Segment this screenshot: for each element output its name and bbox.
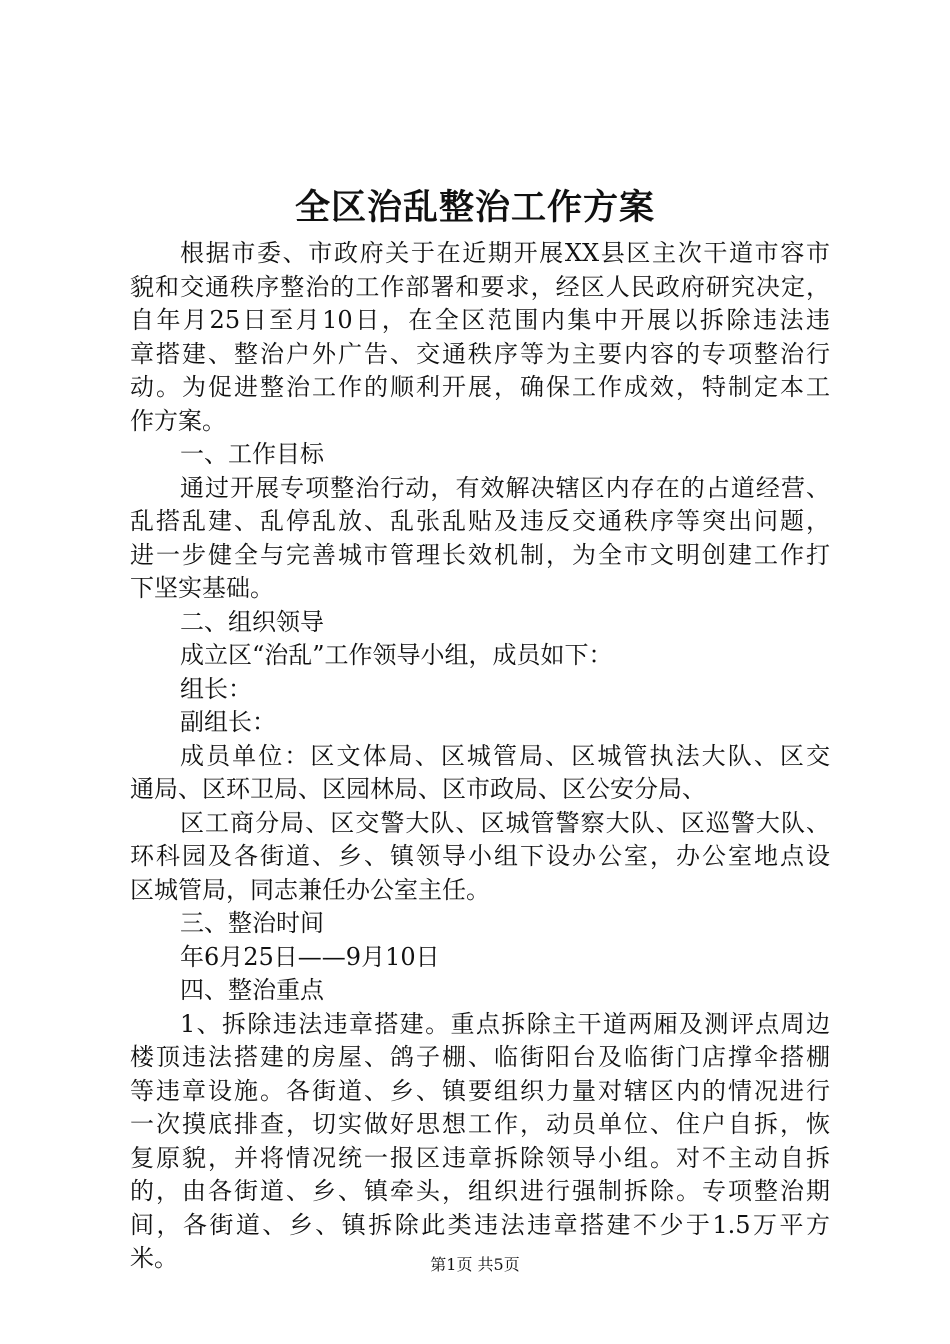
text-line: 进一步健全与完善城市管理长效机制，为全市文明创建工作打 xyxy=(130,540,830,569)
text-line: 环科园及各街道、乡、镇领导小组下设办公室，办公室地点设 xyxy=(130,842,830,870)
text-line: 作方案。 xyxy=(130,406,226,435)
text-line: 的，由各街道、乡、镇牵头，组织进行强制拆除。专项整治期 xyxy=(130,1177,830,1205)
page-footer: 第1页 共5页 xyxy=(430,1255,520,1274)
text-line: 组长： xyxy=(180,674,252,703)
text-line: 二、组织领导 xyxy=(180,607,324,636)
text-line: 1、拆除违法违章搭建。重点拆除主干道两厢及测评点周边 xyxy=(180,1009,830,1038)
text-line: 成立区“治乱”工作领导小组，成员如下： xyxy=(180,641,613,669)
text-line: 动。为促进整治工作的顺利开展，确保工作成效，特制定本工 xyxy=(130,373,830,401)
text-line: 间，各街道、乡、镇拆除此类违法违章搭建不少于1.5万平方 xyxy=(130,1210,830,1239)
text-line: 乱搭乱建、乱停乱放、乱张乱贴及违反交通秩序等突出问题， xyxy=(130,507,830,535)
text-line: 年6月25日——9月10日 xyxy=(180,942,440,971)
document-body xyxy=(130,237,830,1276)
text-line: 三、整治时间 xyxy=(180,909,324,937)
text-line: 区工商分局、区交警大队、区城管警察大队、区巡警大队、 xyxy=(180,808,830,837)
text-line: 复原貌，并将情况统一报区违章拆除领导小组。对不主动自拆 xyxy=(130,1143,830,1172)
text-line: 四、整治重点 xyxy=(180,976,324,1004)
text-line: 米。 xyxy=(130,1244,178,1272)
text-line: 成员单位：区文体局、区城管局、区城管执法大队、区交 xyxy=(180,741,830,770)
text-line: 通局、区环卫局、区园林局、区市政局、区公安分局、 xyxy=(130,775,706,803)
text-line: 一、工作目标 xyxy=(180,440,324,468)
text-line: 副组长： xyxy=(180,708,276,736)
text-line: 等违章设施。各街道、乡、镇要组织力量对辖区内的情况进行 xyxy=(130,1076,830,1105)
text-line: 楼顶违法搭建的房屋、鸽子棚、临街阳台及临街门店撑伞搭棚 xyxy=(130,1043,830,1071)
text-line: 貌和交通秩序整治的工作部署和要求，经区人民政府研究决定， xyxy=(130,272,830,301)
text-line: 章搭建、整治户外广告、交通秩序等为主要内容的专项整治行 xyxy=(130,339,830,368)
text-line: 区城管局，同志兼任办公室主任。 xyxy=(130,875,490,904)
document-title: 全区治乱整治工作方案 xyxy=(294,188,655,228)
text-line: 根据市委、市政府关于在近期开展XX县区主次干道市容市 xyxy=(180,239,830,267)
text-line: 自年月25日至月10日，在全区范围内集中开展以拆除违法违 xyxy=(130,306,830,334)
text-line: 通过开展专项整治行动，有效解决辖区内存在的占道经营、 xyxy=(180,473,830,502)
text-line: 一次摸底排查，切实做好思想工作，动员单位、住户自拆，恢 xyxy=(130,1110,830,1138)
text-line: 下坚实基础。 xyxy=(130,574,274,602)
